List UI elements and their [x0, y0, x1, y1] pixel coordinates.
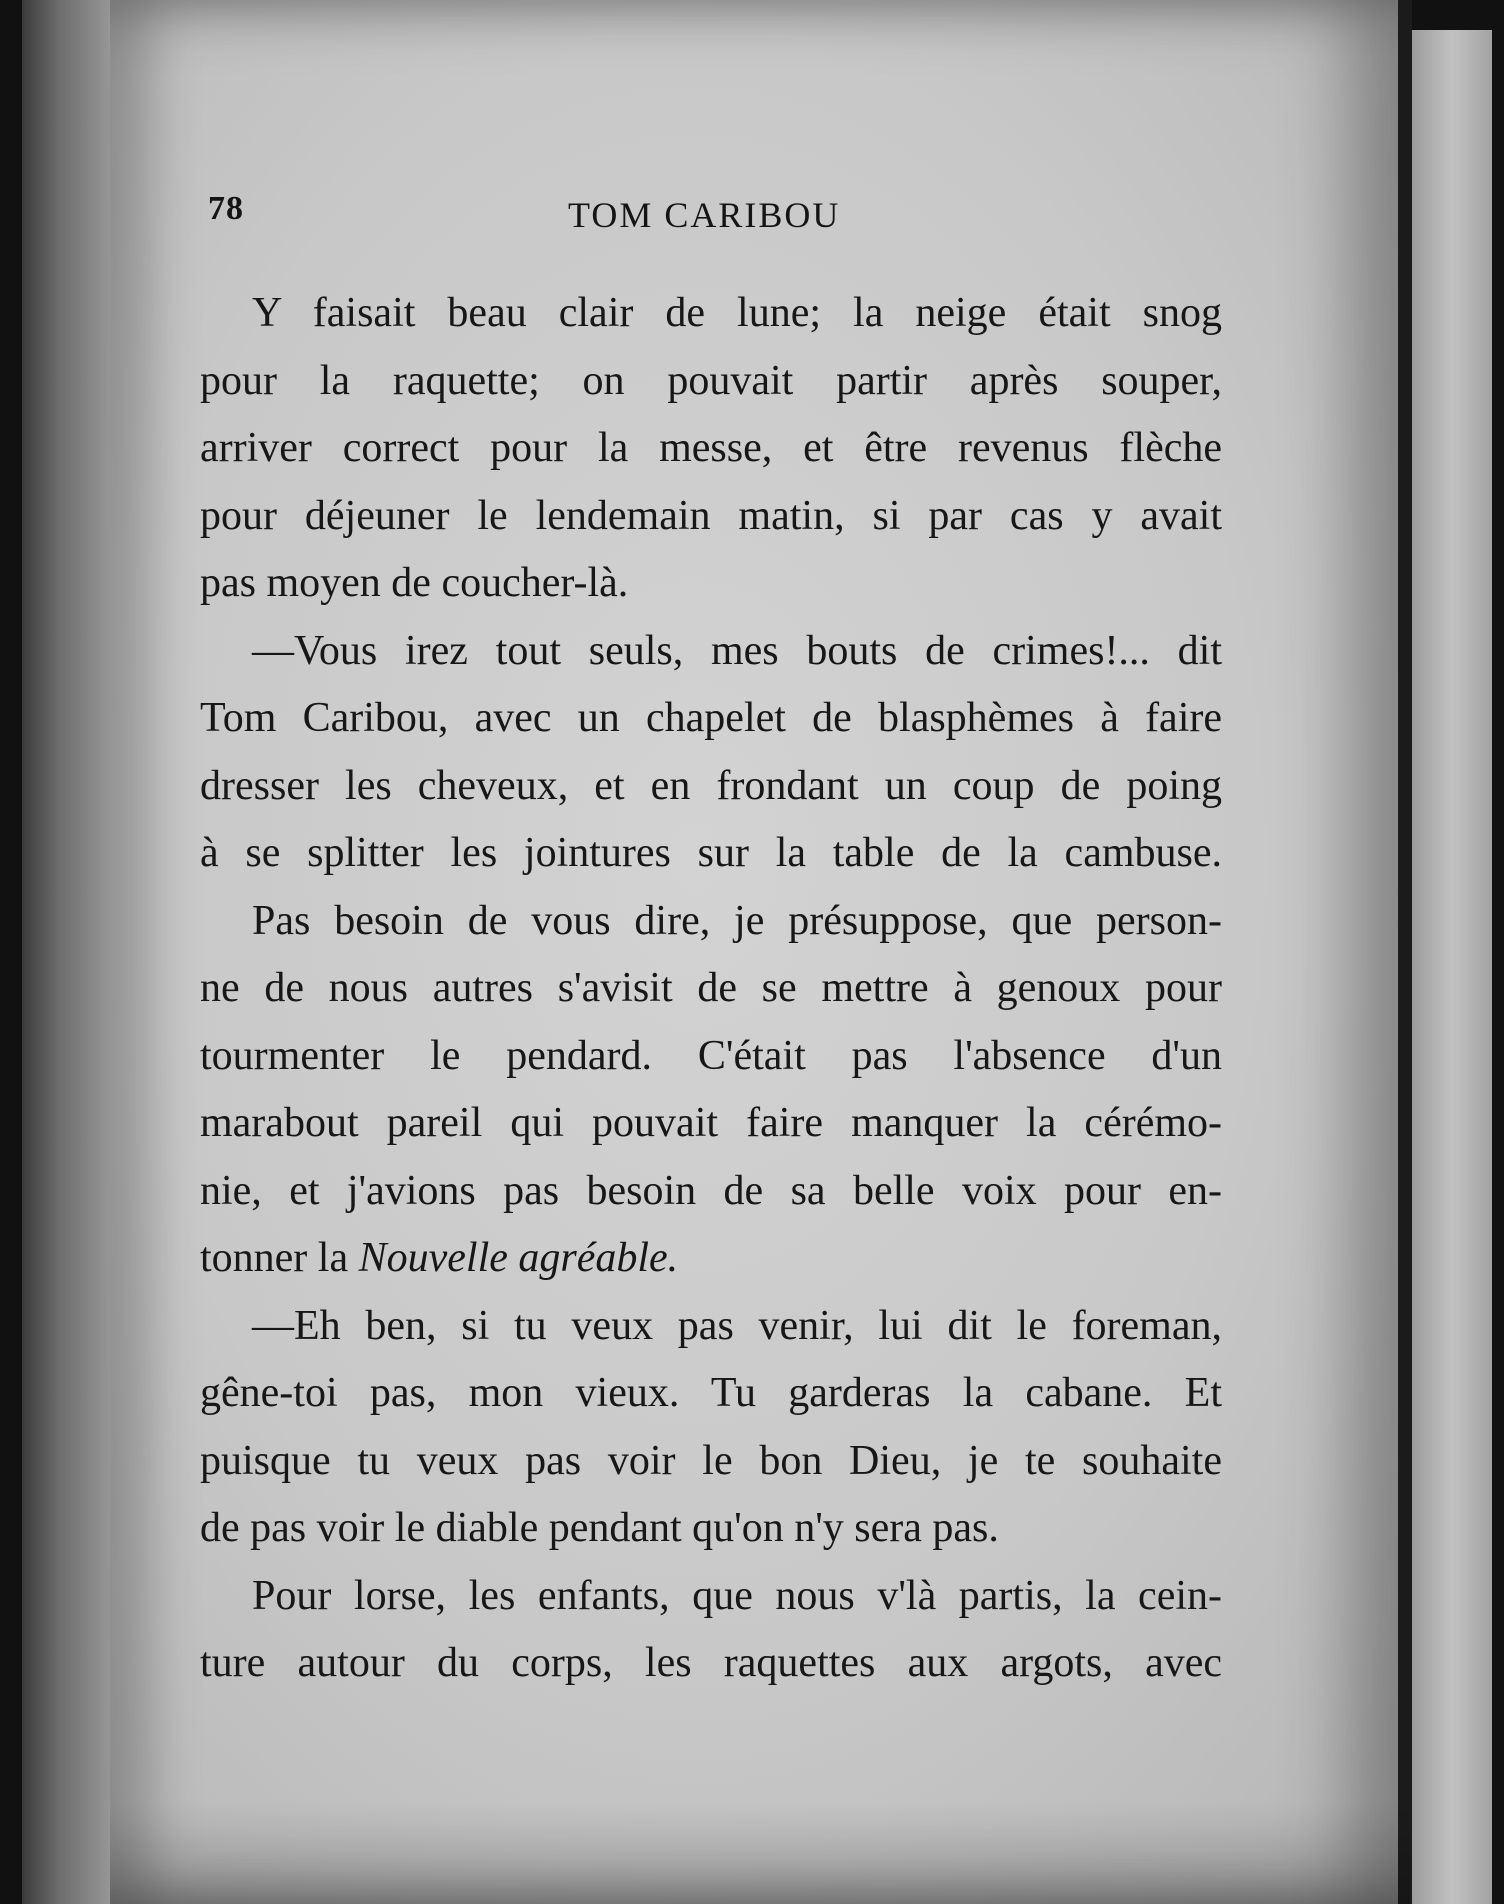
paragraph-2 — [200, 618, 1222, 888]
page-gutter — [1398, 0, 1412, 1904]
text-line: gêne-toi pas, mon vieux. Tu garderas la cabane. Et — [200, 1370, 1222, 1416]
text-line: à se splitter les jointures sur la table de la cambuse. — [200, 830, 1222, 876]
text-line: marabout pareil qui pouvait faire manquer la cérémo- — [200, 1100, 1222, 1146]
text-line: Y faisait beau clair de lune; la neige était snog — [252, 290, 1222, 336]
page-number: 78 — [208, 190, 244, 227]
text-fragment: tonner la — [200, 1235, 359, 1281]
text-line: —Vous irez tout seuls, mes bouts de crimes!... dit — [252, 627, 1222, 674]
text-line: Pour lorse, les enfants, que nous v'là partis, la cein- — [252, 1572, 1222, 1619]
text-line: dresser les cheveux, et en frondant un coup de poing — [200, 762, 1222, 809]
paragraph-4 — [200, 1293, 1222, 1563]
text-line: pour la raquette; on pouvait partir après souper, — [200, 357, 1222, 404]
paragraph-1 — [200, 280, 1222, 618]
text-line: Pas besoin de vous dire, je présuppose, que person- — [252, 897, 1222, 944]
text-line: arriver correct pour la messe, et être revenus flèche — [200, 425, 1222, 471]
text-line: tourmenter le pendard. C'était pas l'absence d'un — [200, 1032, 1222, 1079]
text-line: ture autour du corps, les raquettes aux argots, avec — [200, 1640, 1222, 1686]
text-line — [200, 1225, 1222, 1293]
text-line: —Eh ben, si tu veux pas venir, lui dit le foreman, — [252, 1302, 1222, 1349]
text-line: pour déjeuner le lendemain matin, si par cas y avait — [200, 492, 1222, 539]
paragraph-5 — [200, 1563, 1222, 1698]
page-header — [208, 190, 1218, 250]
page-shadow — [110, 1800, 1410, 1904]
italic-title: Nouvelle agréable. — [358, 1235, 679, 1281]
text-line: pas moyen de coucher-là. — [200, 560, 629, 606]
text-line: de pas voir le diable pendant qu'on n'y sera pas. — [200, 1505, 999, 1551]
running-title: TOM CARIBOU — [568, 195, 841, 235]
paragraph-3 — [200, 888, 1222, 1293]
text-line: ne de nous autres s'avisit de se mettre à genoux pour — [200, 965, 1222, 1011]
text-line: Tom Caribou, avec un chapelet de blasphèmes à faire — [200, 695, 1222, 741]
text-line: puisque tu veux pas voir le bon Dieu, je te souhaite — [200, 1437, 1222, 1484]
text-line: nie, et j'avions pas besoin de sa belle voix pour en- — [200, 1167, 1222, 1214]
next-page-edge — [1412, 30, 1492, 1904]
body-text — [200, 280, 1222, 1698]
